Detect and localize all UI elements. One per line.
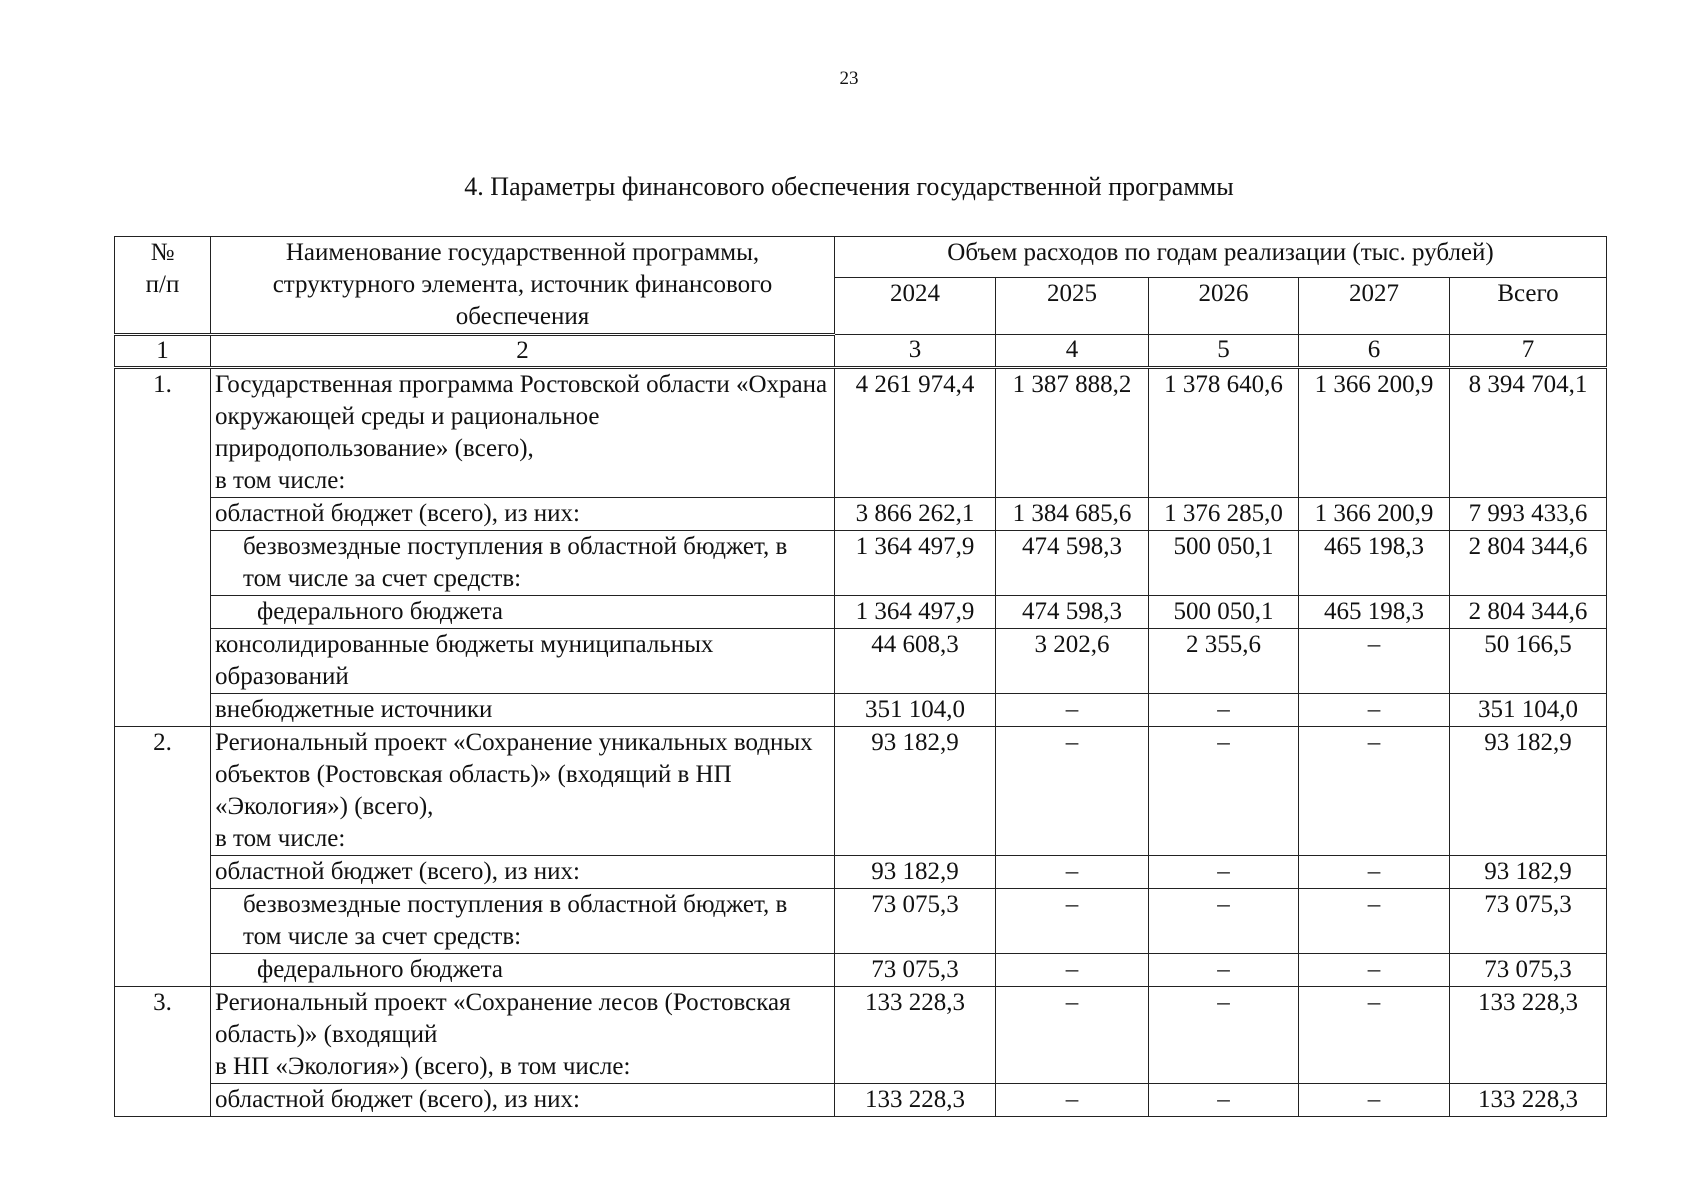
row-value: 1 387 888,2	[996, 368, 1149, 498]
row-number	[115, 694, 211, 727]
table-row	[115, 596, 1607, 629]
column-number: 3	[835, 335, 996, 368]
row-value: 465 198,3	[1299, 596, 1450, 629]
row-value: –	[996, 727, 1149, 856]
row-value: 351 104,0	[835, 694, 996, 727]
row-value: –	[1299, 954, 1450, 987]
header-year: Всего	[1450, 278, 1607, 335]
row-name: областной бюджет (всего), из них:	[211, 1084, 835, 1117]
row-value: 2 355,6	[1149, 629, 1299, 694]
row-value: 8 394 704,1	[1450, 368, 1607, 498]
header-year: 2024	[835, 278, 996, 335]
column-number: 1	[115, 335, 211, 368]
row-value: 474 598,3	[996, 531, 1149, 596]
column-number: 5	[1149, 335, 1299, 368]
row-value: 465 198,3	[1299, 531, 1450, 596]
row-value: 133 228,3	[1450, 1084, 1607, 1117]
header-expenditure-group: Объем расходов по годам реализации (тыс. рублей)	[835, 237, 1607, 278]
row-value: 73 075,3	[1450, 889, 1607, 954]
table-body	[115, 237, 1607, 1117]
row-number	[115, 531, 211, 596]
column-number: 6	[1299, 335, 1450, 368]
financing-table	[114, 236, 1607, 1117]
row-value: –	[1299, 727, 1450, 856]
column-number: 2	[211, 335, 835, 368]
table-row	[115, 727, 1607, 856]
header-year: 2025	[996, 278, 1149, 335]
row-number	[115, 856, 211, 889]
row-value: 1 384 685,6	[996, 498, 1149, 531]
table-row	[115, 629, 1607, 694]
row-name: внебюджетные источники	[211, 694, 835, 727]
row-value: 73 075,3	[1450, 954, 1607, 987]
row-value: 1 378 640,6	[1149, 368, 1299, 498]
section-title: 4. Параметры финансового обеспечения государственной программы	[464, 172, 1234, 201]
row-value: 1 364 497,9	[835, 531, 996, 596]
row-name: федерального бюджета	[211, 596, 835, 629]
table-row	[115, 889, 1607, 954]
row-value: 50 166,5	[1450, 629, 1607, 694]
row-value: –	[996, 987, 1149, 1084]
row-value: 7 993 433,6	[1450, 498, 1607, 531]
row-value: 351 104,0	[1450, 694, 1607, 727]
row-value: –	[1299, 1084, 1450, 1117]
row-value: 2 804 344,6	[1450, 531, 1607, 596]
table-row	[115, 368, 1607, 498]
row-value: 73 075,3	[835, 889, 996, 954]
row-value: 93 182,9	[1450, 856, 1607, 889]
row-name: безвозмездные поступления в областной бюджет, в том числе за счет средств:	[211, 531, 835, 596]
column-number: 7	[1450, 335, 1607, 368]
page-number: 23	[839, 68, 859, 89]
row-number	[115, 498, 211, 531]
row-value: 73 075,3	[835, 954, 996, 987]
header-name: Наименование государственной программы, структурного элемента, источник финансового обеспечения	[211, 237, 835, 335]
table-row	[115, 498, 1607, 531]
row-number: 3.	[115, 987, 211, 1084]
row-value: 93 182,9	[1450, 727, 1607, 856]
row-name: федерального бюджета	[211, 954, 835, 987]
row-value: –	[1149, 727, 1299, 856]
row-value: 3 202,6	[996, 629, 1149, 694]
row-value: 133 228,3	[835, 1084, 996, 1117]
row-value: 93 182,9	[835, 727, 996, 856]
table-row	[115, 531, 1607, 596]
header-year: 2027	[1299, 278, 1450, 335]
table-row	[115, 694, 1607, 727]
row-name: Государственная программа Ростовской области «Охрана окружающей среды и рациональное природопользование» (всего), в том числе:	[211, 368, 835, 498]
column-numbers-row	[115, 335, 1607, 368]
row-value: –	[1299, 889, 1450, 954]
row-value: –	[1149, 856, 1299, 889]
row-value: –	[1299, 694, 1450, 727]
row-number	[115, 954, 211, 987]
row-value: 133 228,3	[835, 987, 996, 1084]
row-number	[115, 889, 211, 954]
header-number: № п/п	[115, 237, 211, 335]
header-year: 2026	[1149, 278, 1299, 335]
row-value: –	[996, 1084, 1149, 1117]
row-value: –	[996, 954, 1149, 987]
row-number: 2.	[115, 727, 211, 856]
row-name: безвозмездные поступления в областной бюджет, в том числе за счет средств:	[211, 889, 835, 954]
row-name: Региональный проект «Сохранение лесов (Ростовская область)» (входящий в НП «Экология») (всего), в том числе:	[211, 987, 835, 1084]
row-value: 3 866 262,1	[835, 498, 996, 531]
header-row	[115, 237, 1607, 278]
row-value: 500 050,1	[1149, 596, 1299, 629]
table-row	[115, 954, 1607, 987]
row-value: 1 376 285,0	[1149, 498, 1299, 531]
row-name: областной бюджет (всего), из них:	[211, 498, 835, 531]
row-number	[115, 596, 211, 629]
table-row	[115, 856, 1607, 889]
row-value: –	[996, 889, 1149, 954]
row-name: Региональный проект «Сохранение уникальных водных объектов (Ростовская область)» (входящий в НП «Экология») (всего), в том числе:	[211, 727, 835, 856]
row-value: –	[1149, 954, 1299, 987]
table-row	[115, 987, 1607, 1084]
row-value: 474 598,3	[996, 596, 1149, 629]
row-value: –	[1149, 987, 1299, 1084]
column-number: 4	[996, 335, 1149, 368]
row-value: –	[1149, 694, 1299, 727]
row-value: 1 364 497,9	[835, 596, 996, 629]
row-value: –	[1149, 1084, 1299, 1117]
row-number	[115, 1084, 211, 1117]
row-number: 1.	[115, 368, 211, 498]
row-value: –	[1299, 629, 1450, 694]
row-value: 1 366 200,9	[1299, 498, 1450, 531]
row-value: 4 261 974,4	[835, 368, 996, 498]
row-value: 44 608,3	[835, 629, 996, 694]
table-row	[115, 1084, 1607, 1117]
row-value: –	[996, 694, 1149, 727]
row-value: –	[1299, 856, 1450, 889]
row-value: 133 228,3	[1450, 987, 1607, 1084]
row-number	[115, 629, 211, 694]
row-name: областной бюджет (всего), из них:	[211, 856, 835, 889]
row-value: 1 366 200,9	[1299, 368, 1450, 498]
row-value: –	[1299, 987, 1450, 1084]
row-name: консолидированные бюджеты муниципальных образований	[211, 629, 835, 694]
row-value: –	[996, 856, 1149, 889]
row-value: –	[1149, 889, 1299, 954]
row-value: 500 050,1	[1149, 531, 1299, 596]
row-value: 93 182,9	[835, 856, 996, 889]
row-value: 2 804 344,6	[1450, 596, 1607, 629]
